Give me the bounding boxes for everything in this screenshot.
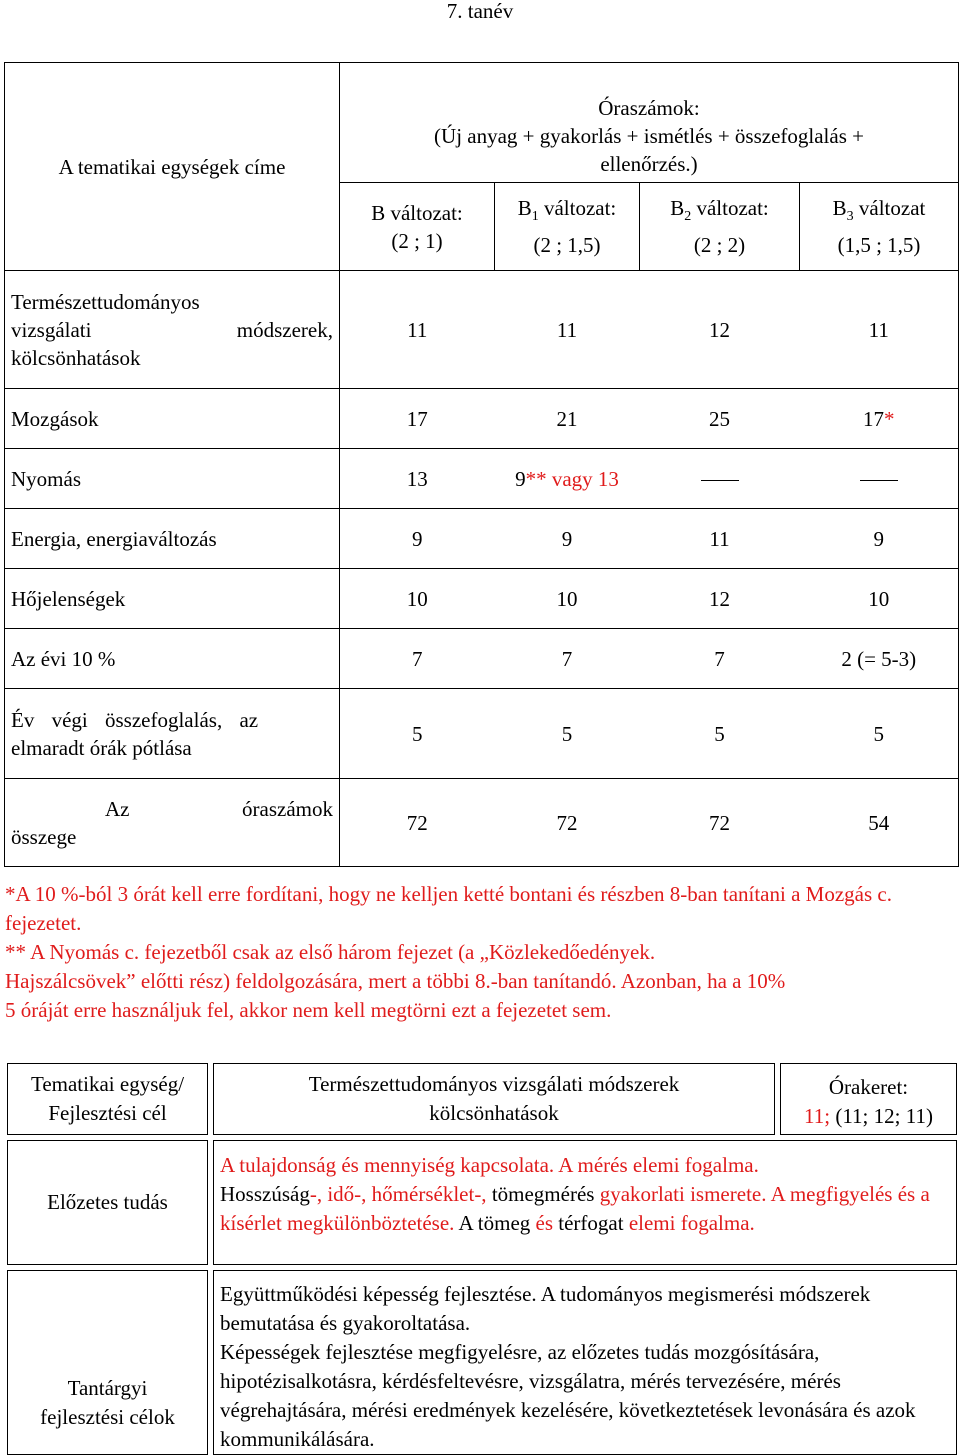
- cell-b2: 7: [640, 629, 800, 689]
- prior-knowledge-label: Előzetes tudás: [47, 1190, 168, 1214]
- footnote-2-line2: Hajszálcsövek” előtti rész) feldolgozására, mert a többi 8.-ban tanítandó. Azonban, ha a 10%: [5, 969, 786, 993]
- row-topic-line1: Az óraszámok: [105, 796, 333, 821]
- cell-b1: 10: [495, 569, 640, 629]
- variant-header-b: B változat: (2 ; 1): [340, 183, 495, 271]
- footnote-2-line3: 5 óráját erre használjuk fel, akkor nem kell megtörni ezt a fejezetet sem.: [5, 998, 612, 1022]
- variant-header-b1: $B_1$ változat: (2 ; 1,5): [495, 183, 640, 271]
- hours-cell: [780, 1063, 957, 1135]
- goals-label-line2: fejlesztési célok: [40, 1404, 175, 1429]
- row-topic-line1: Év végi összefoglalás, az: [11, 707, 259, 732]
- hours-header-line2: (Új anyag + gyakorlás + ismétlés + összefoglalás +: [434, 124, 864, 148]
- hours-value: 11; (11; 12; 11): [804, 1104, 933, 1128]
- row-topic: Hőjelenségek: [5, 569, 340, 629]
- cell-b2: 25: [640, 389, 800, 449]
- table-row: [5, 779, 959, 867]
- dash-mark: [701, 480, 739, 482]
- prior-knowledge-label-cell: [7, 1140, 208, 1265]
- hours-table: [4, 62, 959, 867]
- row-topic: [5, 779, 340, 867]
- unit-title-line2: kölcsönhatások: [429, 1101, 559, 1125]
- prior-knowledge-cell: [213, 1140, 957, 1265]
- unit-label-line2: Fejlesztési cél: [48, 1101, 167, 1125]
- footnote-1: *A 10 %-ból 3 órát kell erre fordítani, hogy ne kelljen ketté bontani és részben 8-ban tanítani a Mozgás c. fejezetet.: [5, 882, 892, 935]
- goals-text-2: Képességek fejlesztése megfigyelésre, az előzetes tudás mozgósítására, hipotézisalkotásra, kérdésfeltevésre, vizsgálatra, mérés tervezésére, mérés végrehajtására, mérési eredmények kezelésére, következtetések levonására és azok kommunikálására.: [220, 1340, 916, 1451]
- prior-knowledge-text: A tulajdonság és mennyiség kapcsolata. A mérés elemi fogalma. Hosszúság-, idő-, hőmérséklet-, tömegmérés gyakorlati ismerete. A megfigyelés és a kísérlet megkülönböztetése. A tömeg és térfogat elemi fogalma.: [220, 1153, 930, 1235]
- cell-b3: 10: [800, 569, 959, 629]
- cell-b1: 9** vagy 13: [495, 449, 640, 509]
- unit-title-line1: Természettudományos vizsgálati módszerek: [308, 1072, 680, 1096]
- cell-b: 13: [340, 449, 495, 509]
- cell-b: 7: [340, 629, 495, 689]
- table-row: [5, 689, 959, 779]
- goals-label-line1: Tantárgyi: [67, 1375, 148, 1400]
- cell-b: 11: [340, 271, 495, 389]
- table-row: [5, 271, 959, 389]
- cell-b2: 5: [640, 689, 800, 779]
- variant-header-b2: $B_2$ változat: (2 ; 2): [640, 183, 800, 271]
- hours-header-line3: ellenőrzés.): [600, 152, 698, 176]
- cell-b: 9: [340, 509, 495, 569]
- cell-b: 17: [340, 389, 495, 449]
- footnote-2-line1: ** A Nyomás c. fejezetből csak az első három fejezet (a „Közlekedőedények.: [5, 940, 656, 964]
- table-row: [5, 629, 959, 689]
- cell-b3: 17*: [800, 389, 959, 449]
- cell-b3: [800, 449, 959, 509]
- cell-b1: 5: [495, 689, 640, 779]
- cell-b3: 9: [800, 509, 959, 569]
- unit-table: [7, 1063, 957, 1455]
- cell-b: 5: [340, 689, 495, 779]
- row-topic: [5, 689, 340, 779]
- topic-column-header: A tematikai egységek címe: [5, 63, 340, 271]
- goals-cell: [213, 1270, 957, 1455]
- hours-column-header: [340, 63, 959, 183]
- row-topic: Energia, energiaváltozás: [5, 509, 340, 569]
- hours-header-line1: Óraszámok:: [598, 96, 700, 120]
- variant-header-b3: $B_3$ változat (1,5 ; 1,5): [800, 183, 959, 271]
- cell-b1: 9: [495, 509, 640, 569]
- cell-b3: 2 (= 5-3): [800, 629, 959, 689]
- unit-label-line1: Tematikai egység/: [30, 1072, 185, 1096]
- goals-text-1: Együttműködési képesség fejlesztése. A tudományos megismerési módszerek bemutatása és gyakoroltatása.: [220, 1282, 871, 1335]
- table-row: [5, 509, 959, 569]
- row-topic: Természettudományos vizsgálati módszerek, kölcsönhatások: [5, 271, 340, 389]
- cell-b3: 11: [800, 271, 959, 389]
- footnotes: [5, 880, 950, 1025]
- cell-b3: 5: [800, 689, 959, 779]
- cell-b: 10: [340, 569, 495, 629]
- cell-b3: 54: [800, 779, 959, 867]
- cell-b: 72: [340, 779, 495, 867]
- cell-b1: 72: [495, 779, 640, 867]
- unit-title-cell: [213, 1063, 775, 1135]
- cell-b1: 7: [495, 629, 640, 689]
- row-topic-line2: összege: [11, 824, 77, 849]
- goals-label-cell: [7, 1270, 208, 1455]
- cell-b2: 12: [640, 569, 800, 629]
- cell-b2: [640, 449, 800, 509]
- row-topic: Az évi 10 %: [5, 629, 340, 689]
- cell-b1: 11: [495, 271, 640, 389]
- dash-mark: [860, 480, 898, 482]
- cell-b1: 21: [495, 389, 640, 449]
- row-topic: Mozgások: [5, 389, 340, 449]
- cell-b2: 72: [640, 779, 800, 867]
- table-row: [5, 569, 959, 629]
- page-header: 7. tanév: [446, 0, 514, 23]
- row-topic: Nyomás: [5, 449, 340, 509]
- hours-label: Órakeret:: [828, 1075, 909, 1099]
- table-row: [5, 449, 959, 509]
- cell-b2: 12: [640, 271, 800, 389]
- unit-label-cell: [7, 1063, 208, 1135]
- cell-b2: 11: [640, 509, 800, 569]
- row-topic-line2: elmaradt órák pótlása: [11, 735, 192, 760]
- table-row: [5, 389, 959, 449]
